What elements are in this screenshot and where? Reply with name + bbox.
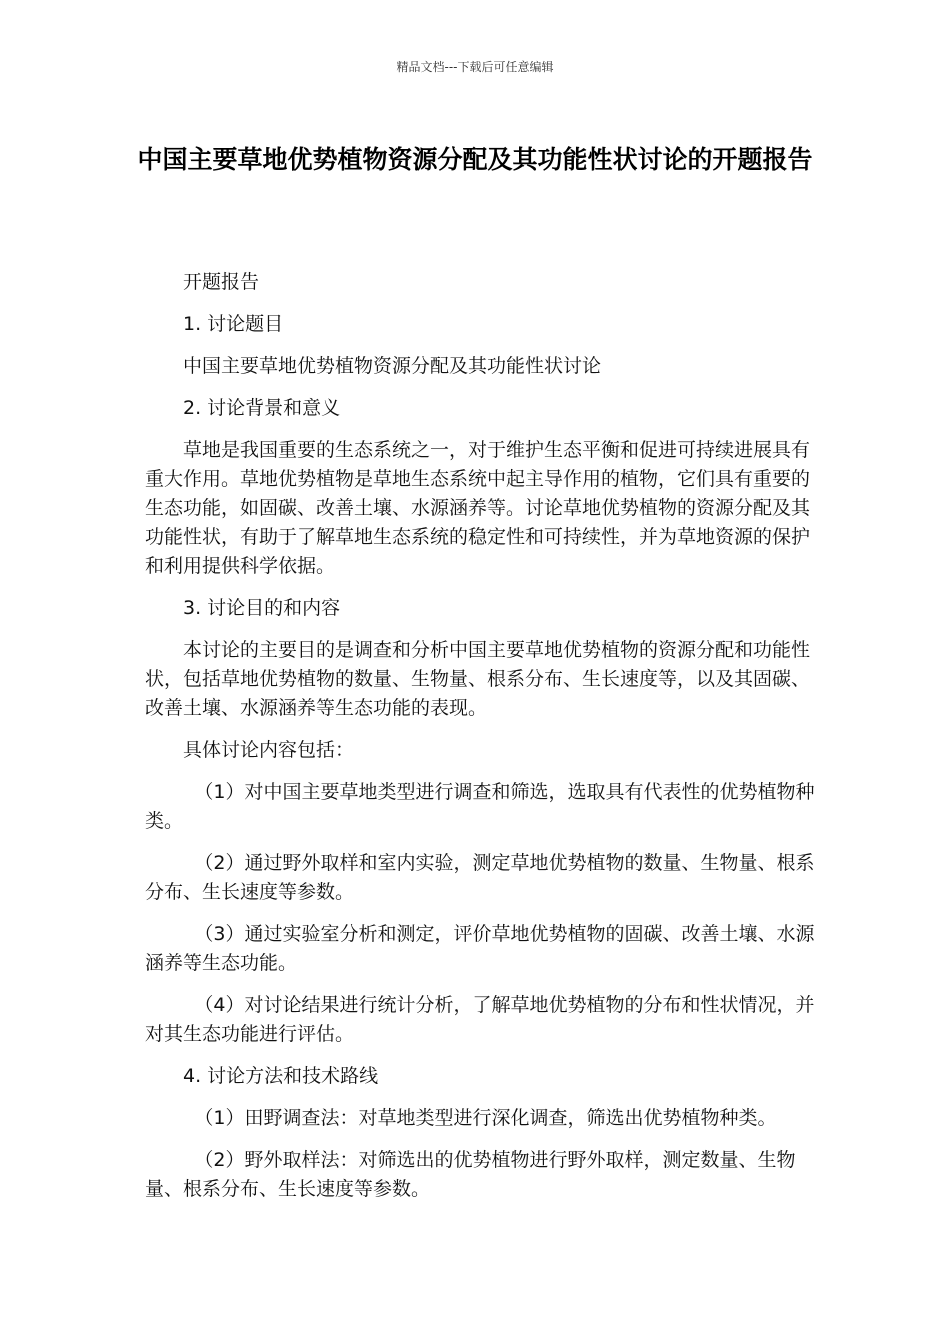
list-item-method-1: （1）田野调查法：对草地类型进行深化调查，筛选出优势植物种类。 bbox=[194, 1107, 777, 1129]
paragraph-report-label: 开题报告 bbox=[183, 271, 260, 293]
paragraph-background: 草地是我国重要的生态系统之一，对于维护生态平衡和促进可持续进展具有重大作用。草地优势植物是草地生态系统中起主导作用的植物，它们具有重要的生态功能，如固碳、改善土壤、水源涵养等。讨论草地优势植物的资源分配及其功能性状，有助于了解草地生态系统的稳定性和可持续性，并为草地资源的保护和利用提供科学依据。 bbox=[145, 439, 811, 577]
list-item-content-3: （3）通过实验室分析和测定，评价草地优势植物的固碳、改善土壤、水源涵养等生态功能。 bbox=[145, 923, 815, 974]
section-heading-background: 2. 讨论背景和意义 bbox=[183, 397, 341, 419]
section-heading-methods: 4. 讨论方法和技术路线 bbox=[183, 1065, 379, 1087]
header-note: 精品文档---下载后可任意编辑 bbox=[396, 60, 554, 74]
document-body bbox=[145, 268, 817, 1217]
paragraph-objectives: 本讨论的主要目的是调查和分析中国主要草地优势植物的资源分配和功能性状，包括草地优势植物的数量、生物量、根系分布、生长速度等，以及其固碳、改善土壤、水源涵养等生态功能的表现。 bbox=[145, 639, 811, 719]
document-title: 中国主要草地优势植物资源分配及其功能性状讨论的开题报告 bbox=[137, 145, 813, 174]
list-item-content-2: （2）通过野外取样和室内实验，测定草地优势植物的数量、生物量、根系分布、生长速度等参数。 bbox=[145, 852, 815, 903]
paragraph-content-intro: 具体讨论内容包括： bbox=[183, 739, 355, 761]
list-item-content-1: （1）对中国主要草地类型进行调查和筛选，选取具有代表性的优势植物种类。 bbox=[145, 781, 815, 832]
section-heading-objectives: 3. 讨论目的和内容 bbox=[183, 597, 341, 619]
list-item-content-4: （4）对讨论结果进行统计分析，了解草地优势植物的分布和性状情况，并对其生态功能进行评估。 bbox=[145, 994, 815, 1045]
paragraph-topic: 中国主要草地优势植物资源分配及其功能性状讨论 bbox=[183, 355, 602, 377]
list-item-method-2: （2）野外取样法：对筛选出的优势植物进行野外取样，测定数量、生物量、根系分布、生长速度等参数。 bbox=[145, 1149, 796, 1200]
section-heading-topic: 1. 讨论题目 bbox=[183, 313, 284, 335]
